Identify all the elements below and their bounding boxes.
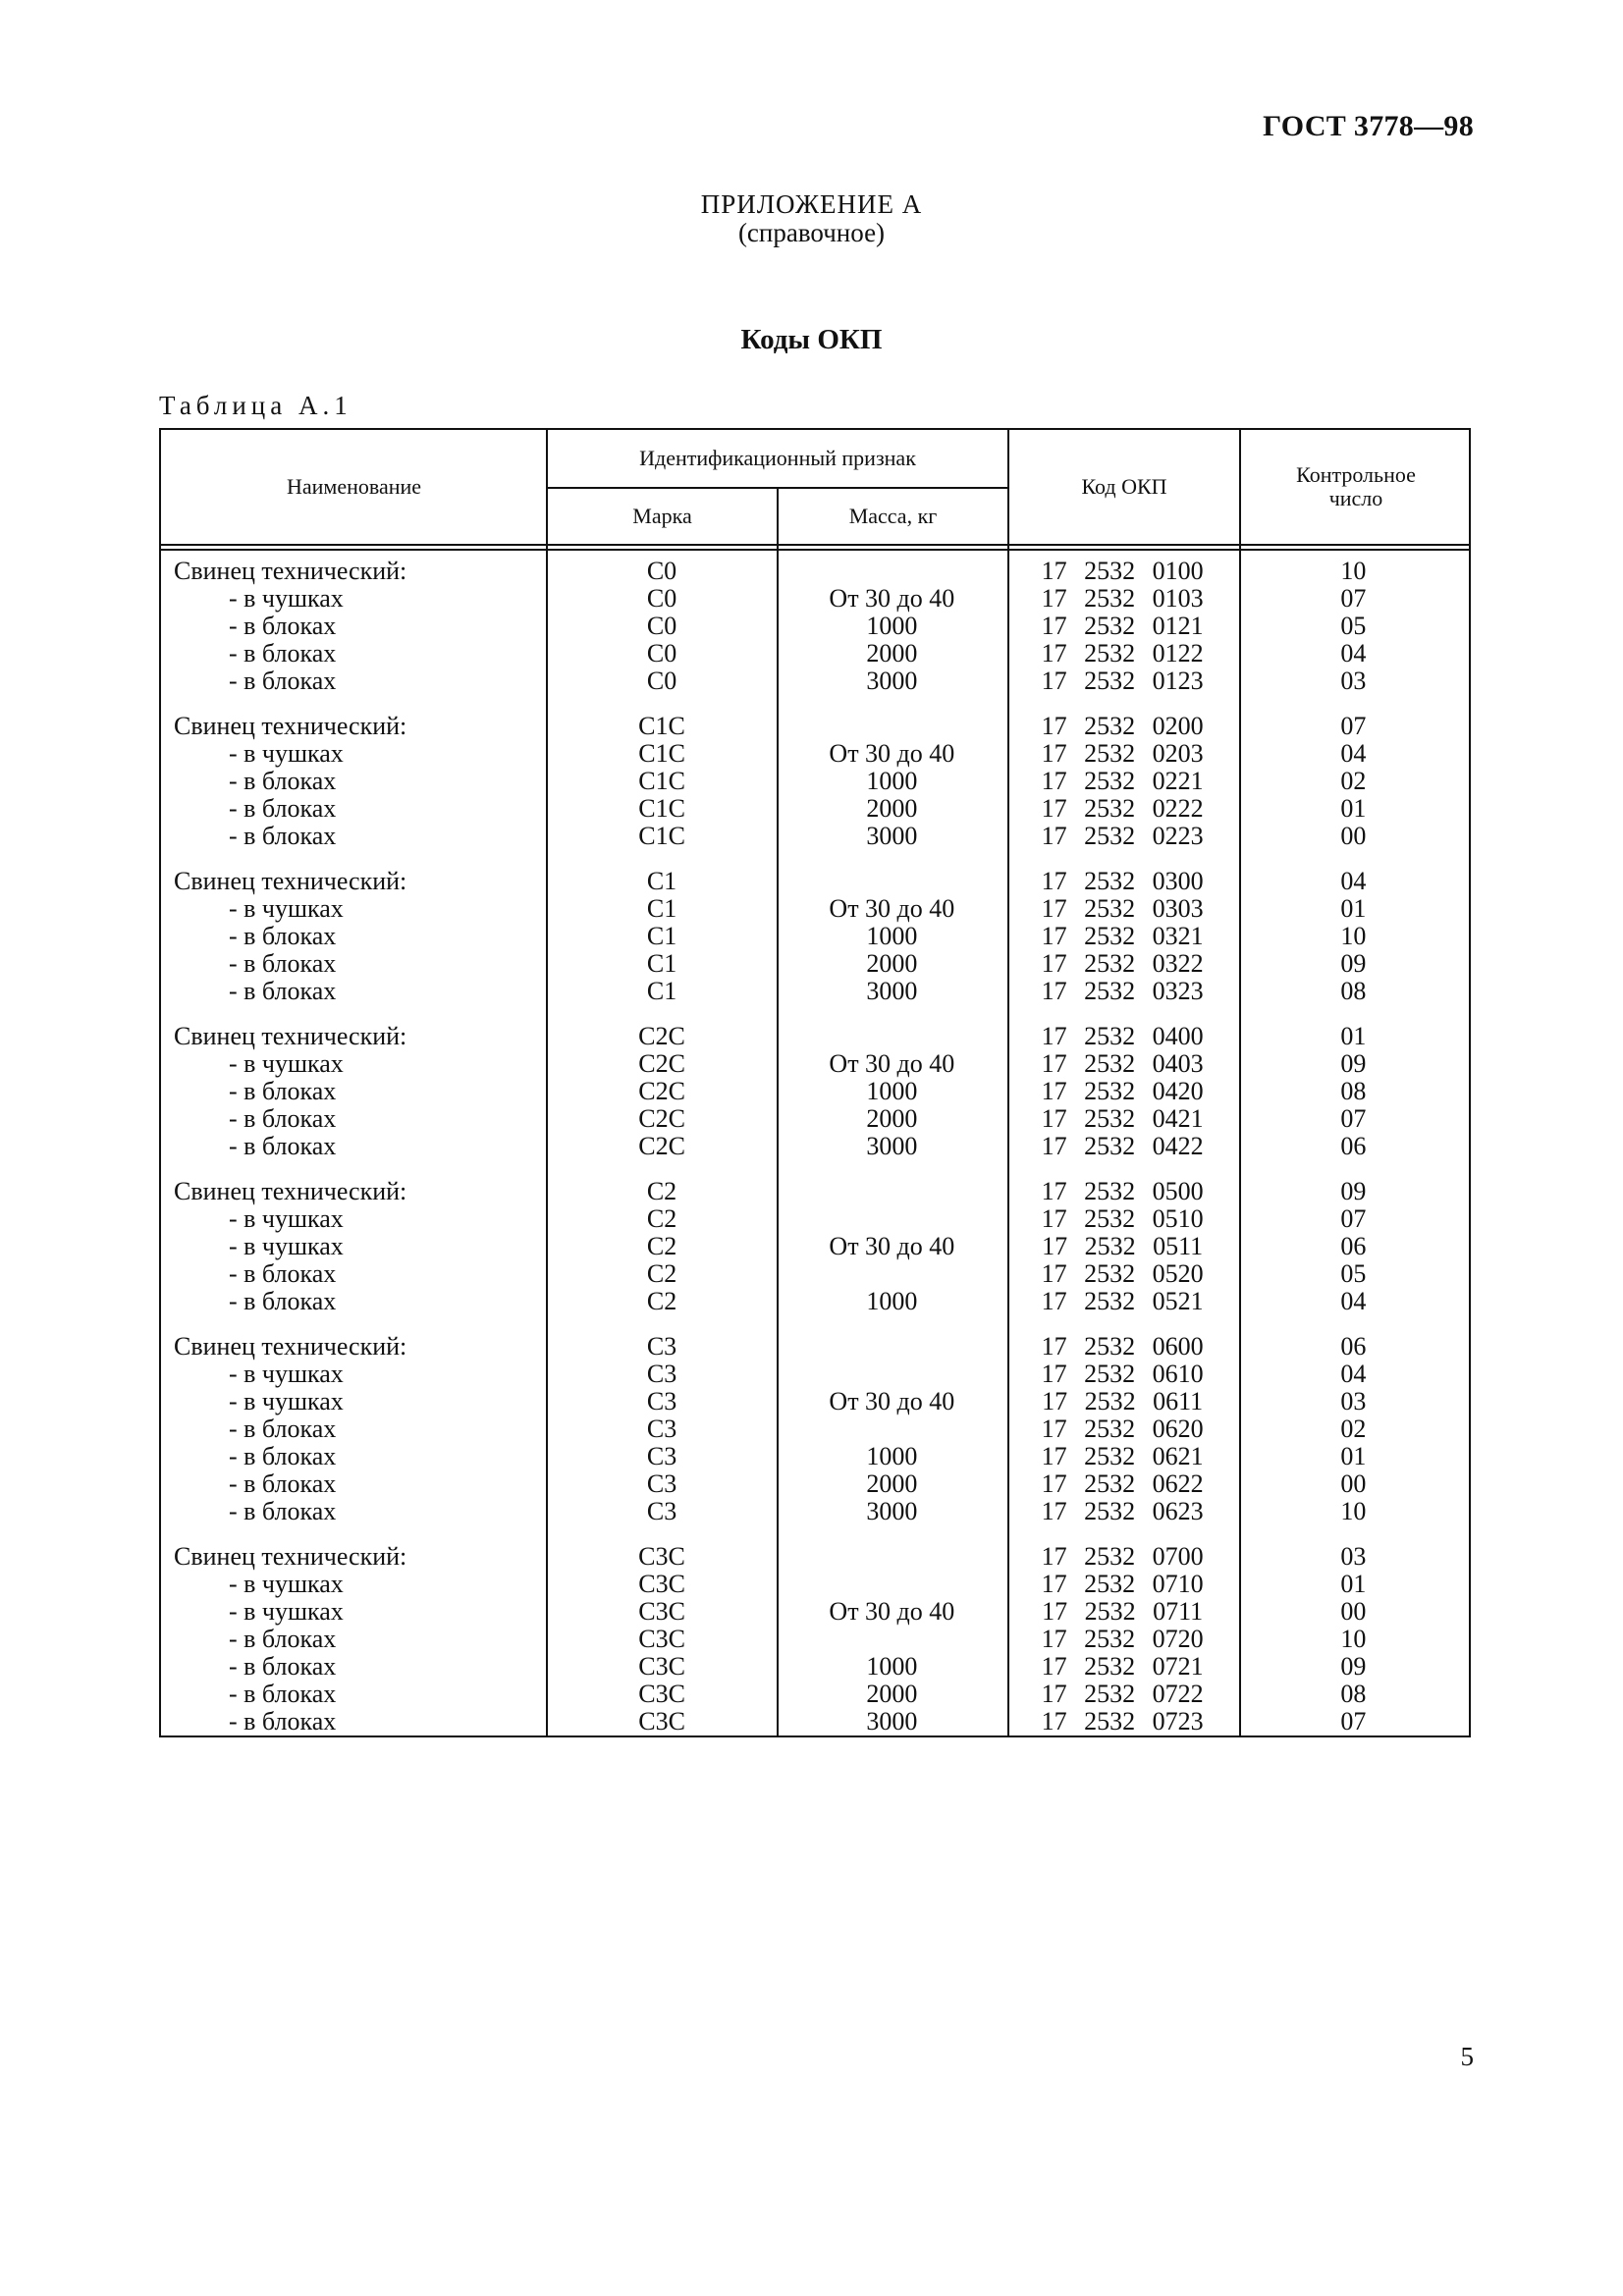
cell-mass: 1000 bbox=[866, 922, 918, 950]
cell-control-number: 06 bbox=[1340, 1132, 1367, 1160]
cell-control-number: 04 bbox=[1340, 1360, 1367, 1388]
table-row bbox=[161, 1708, 1469, 1735]
cell-okp-code: 17 2532 0620 bbox=[1041, 1415, 1204, 1443]
cell-name: Свинец технический: bbox=[174, 1022, 407, 1050]
cell-okp-code: 17 2532 0300 bbox=[1041, 867, 1204, 895]
table-row bbox=[161, 1178, 1469, 1205]
cell-mass bbox=[777, 1626, 1006, 1653]
cell-name: - в чушках bbox=[229, 1597, 344, 1626]
cell-name: - в блоках bbox=[229, 949, 337, 978]
cell-control-number: 01 bbox=[1340, 794, 1367, 823]
cell-mass: 1000 bbox=[866, 767, 918, 795]
cell-control-number: 03 bbox=[1340, 1387, 1367, 1415]
cell-mass bbox=[777, 1571, 1006, 1598]
cell-name: - в блоках bbox=[229, 1652, 337, 1681]
cell-mark: С3 bbox=[646, 1360, 677, 1388]
table-row bbox=[161, 795, 1469, 823]
cell-name: - в чушках bbox=[229, 584, 344, 613]
cell-mark: С2С bbox=[638, 1022, 685, 1050]
okp-codes-table bbox=[159, 428, 1471, 1737]
cell-mass: 3000 bbox=[866, 667, 918, 695]
cell-name: Свинец технический: bbox=[174, 1542, 407, 1571]
cell-name: - в блоках bbox=[229, 667, 337, 695]
table-row bbox=[161, 640, 1469, 667]
table-row bbox=[161, 1105, 1469, 1133]
cell-name: - в чушках bbox=[229, 739, 344, 768]
table-row bbox=[161, 1205, 1469, 1233]
cell-okp-code: 17 2532 0511 bbox=[1042, 1232, 1204, 1260]
cell-mark: С1С bbox=[638, 794, 685, 823]
cell-control-number: 02 bbox=[1340, 767, 1367, 795]
cell-mass: 1000 bbox=[866, 1652, 918, 1681]
cell-okp-code: 17 2532 0323 bbox=[1041, 977, 1204, 1005]
cell-okp-code: 17 2532 0203 bbox=[1041, 739, 1204, 768]
table-row bbox=[161, 1388, 1469, 1415]
cell-mass bbox=[777, 1415, 1006, 1443]
cell-name: - в блоках bbox=[229, 1625, 337, 1653]
cell-mass: 2000 bbox=[866, 794, 918, 823]
cell-control-number: 00 bbox=[1340, 822, 1367, 850]
page-title: Коды ОКП bbox=[740, 324, 883, 355]
cell-control-number: 04 bbox=[1340, 739, 1367, 768]
table-row bbox=[161, 667, 1469, 695]
cell-name: Свинец технический: bbox=[174, 712, 407, 740]
table-row bbox=[161, 1260, 1469, 1288]
cell-mass: 3000 bbox=[866, 1497, 918, 1525]
cell-okp-code: 17 2532 0223 bbox=[1041, 822, 1204, 850]
cell-mass: От 30 до 40 bbox=[829, 739, 955, 768]
cell-name: - в блоках bbox=[229, 922, 337, 950]
cell-okp-code: 17 2532 0711 bbox=[1042, 1597, 1204, 1626]
cell-okp-code: 17 2532 0422 bbox=[1041, 1132, 1204, 1160]
cell-mark: С3 bbox=[646, 1442, 677, 1470]
cell-okp-code: 17 2532 0510 bbox=[1041, 1204, 1204, 1233]
cell-control-number: 01 bbox=[1340, 1570, 1367, 1598]
column-header-name: Наименование bbox=[286, 474, 422, 499]
cell-control-number: 09 bbox=[1340, 1652, 1367, 1681]
cell-mass bbox=[777, 1023, 1006, 1050]
cell-mark: С3 bbox=[646, 1469, 677, 1498]
cell-control-number: 04 bbox=[1340, 1287, 1367, 1315]
table-row bbox=[161, 613, 1469, 640]
cell-okp-code: 17 2532 0420 bbox=[1041, 1077, 1204, 1105]
cell-mark: С3С bbox=[638, 1652, 685, 1681]
table-row bbox=[161, 1233, 1469, 1260]
cell-mark: С3С bbox=[638, 1542, 685, 1571]
cell-control-number: 05 bbox=[1340, 612, 1367, 640]
cell-okp-code: 17 2532 0621 bbox=[1041, 1442, 1204, 1470]
cell-mass bbox=[777, 1333, 1006, 1361]
table-row bbox=[161, 740, 1469, 768]
cell-okp-code: 17 2532 0623 bbox=[1041, 1497, 1204, 1525]
cell-control-number: 06 bbox=[1340, 1332, 1367, 1361]
cell-name: - в чушках bbox=[229, 1360, 344, 1388]
cell-okp-code: 17 2532 0303 bbox=[1041, 894, 1204, 923]
cell-mark: С2 bbox=[646, 1204, 677, 1233]
table-row bbox=[161, 1443, 1469, 1470]
cell-control-number: 01 bbox=[1340, 1442, 1367, 1470]
table-row bbox=[161, 1133, 1469, 1160]
cell-mass: 3000 bbox=[866, 977, 918, 1005]
cell-control-number: 01 bbox=[1340, 894, 1367, 923]
cell-name: - в блоках bbox=[229, 1259, 337, 1288]
cell-name: - в блоках bbox=[229, 1680, 337, 1708]
cell-mass: От 30 до 40 bbox=[829, 1597, 955, 1626]
cell-mark: С3 bbox=[646, 1497, 677, 1525]
table-row bbox=[161, 713, 1469, 740]
cell-mark: С0 bbox=[646, 639, 677, 667]
cell-name: - в чушках bbox=[229, 1232, 344, 1260]
cell-name: - в блоках bbox=[229, 1707, 337, 1735]
cell-control-number: 06 bbox=[1340, 1232, 1367, 1260]
table-row bbox=[161, 1571, 1469, 1598]
header-double-rule bbox=[161, 544, 1469, 551]
cell-mass bbox=[777, 1205, 1006, 1233]
cell-mass bbox=[777, 1260, 1006, 1288]
cell-okp-code: 17 2532 0600 bbox=[1041, 1332, 1204, 1361]
table-row bbox=[161, 585, 1469, 613]
cell-mass: 3000 bbox=[866, 1707, 918, 1735]
table-row bbox=[161, 1415, 1469, 1443]
cell-name: - в чушках bbox=[229, 1204, 344, 1233]
cell-okp-code: 17 2532 0421 bbox=[1041, 1104, 1204, 1133]
cell-mass: 1000 bbox=[866, 1077, 918, 1105]
cell-okp-code: 17 2532 0200 bbox=[1041, 712, 1204, 740]
cell-mass: 3000 bbox=[866, 1132, 918, 1160]
table-row bbox=[161, 1498, 1469, 1525]
cell-mark: С1 bbox=[646, 977, 677, 1005]
cell-mark: С2С bbox=[638, 1132, 685, 1160]
cell-mark: С3 bbox=[646, 1415, 677, 1443]
cell-name: - в блоках bbox=[229, 639, 337, 667]
cell-okp-code: 17 2532 0723 bbox=[1041, 1707, 1204, 1735]
cell-mark: С1 bbox=[646, 922, 677, 950]
cell-mass bbox=[777, 868, 1006, 895]
cell-okp-code: 17 2532 0322 bbox=[1041, 949, 1204, 978]
cell-mark: С1С bbox=[638, 822, 685, 850]
cell-mark: С0 bbox=[646, 667, 677, 695]
cell-okp-code: 17 2532 0521 bbox=[1041, 1287, 1204, 1315]
cell-mass: От 30 до 40 bbox=[829, 1049, 955, 1078]
table-row bbox=[161, 978, 1469, 1005]
cell-name: - в блоках bbox=[229, 1104, 337, 1133]
cell-okp-code: 17 2532 0403 bbox=[1041, 1049, 1204, 1078]
cell-name: - в блоках bbox=[229, 1469, 337, 1498]
cell-name: Свинец технический: bbox=[174, 1332, 407, 1361]
cell-mass: 2000 bbox=[866, 1680, 918, 1708]
cell-mass bbox=[777, 713, 1006, 740]
cell-okp-code: 17 2532 0400 bbox=[1041, 1022, 1204, 1050]
cell-mark: С3С bbox=[638, 1570, 685, 1598]
table-group bbox=[161, 1333, 1469, 1525]
cell-okp-code: 17 2532 0121 bbox=[1041, 612, 1204, 640]
cell-control-number: 07 bbox=[1340, 1707, 1367, 1735]
cell-name: - в блоках bbox=[229, 794, 337, 823]
cell-name: - в блоках bbox=[229, 1287, 337, 1315]
cell-okp-code: 17 2532 0500 bbox=[1041, 1177, 1204, 1205]
cell-control-number: 09 bbox=[1340, 1049, 1367, 1078]
appendix-title: ПРИЛОЖЕНИЕ А bbox=[700, 189, 923, 219]
cell-control-number: 09 bbox=[1340, 949, 1367, 978]
cell-name: - в чушках bbox=[229, 1387, 344, 1415]
cell-mark: С3С bbox=[638, 1680, 685, 1708]
cell-mark: С3 bbox=[646, 1387, 677, 1415]
cell-mark: С0 bbox=[646, 557, 677, 585]
cell-mark: С2 bbox=[646, 1177, 677, 1205]
cell-mass bbox=[777, 1543, 1006, 1571]
cell-control-number: 01 bbox=[1340, 1022, 1367, 1050]
cell-control-number: 03 bbox=[1340, 667, 1367, 695]
cell-control-number: 08 bbox=[1340, 1077, 1367, 1105]
cell-mark: С2 bbox=[646, 1259, 677, 1288]
cell-okp-code: 17 2532 0721 bbox=[1041, 1652, 1204, 1681]
table-group bbox=[161, 1178, 1469, 1315]
column-header-ident: Идентификационный признак bbox=[639, 446, 916, 470]
cell-okp-code: 17 2532 0722 bbox=[1041, 1680, 1204, 1708]
appendix-type: (справочное) bbox=[737, 218, 886, 247]
cell-name: - в блоках bbox=[229, 1415, 337, 1443]
cell-okp-code: 17 2532 0321 bbox=[1041, 922, 1204, 950]
cell-control-number: 07 bbox=[1340, 712, 1367, 740]
cell-mass: 1000 bbox=[866, 1442, 918, 1470]
cell-control-number: 08 bbox=[1340, 1680, 1367, 1708]
cell-okp-code: 17 2532 0720 bbox=[1041, 1625, 1204, 1653]
table-body bbox=[161, 552, 1469, 1753]
table-row bbox=[161, 1470, 1469, 1498]
table-group bbox=[161, 713, 1469, 850]
cell-mass: От 30 до 40 bbox=[829, 1387, 955, 1415]
cell-name: - в блоках bbox=[229, 1442, 337, 1470]
column-header-mass: Масса, кг bbox=[848, 504, 938, 528]
cell-okp-code: 17 2532 0610 bbox=[1041, 1360, 1204, 1388]
cell-control-number: 10 bbox=[1340, 557, 1367, 585]
cell-mark: С2С bbox=[638, 1077, 685, 1105]
cell-control-number: 03 bbox=[1340, 1542, 1367, 1571]
table-group bbox=[161, 1543, 1469, 1735]
table-row bbox=[161, 1681, 1469, 1708]
cell-mass bbox=[777, 558, 1006, 585]
table-row bbox=[161, 1543, 1469, 1571]
table-group bbox=[161, 868, 1469, 1005]
appendix-heading bbox=[0, 190, 1623, 247]
cell-mark: С3С bbox=[638, 1707, 685, 1735]
table-row bbox=[161, 895, 1469, 923]
table-row bbox=[161, 768, 1469, 795]
cell-mass bbox=[777, 1361, 1006, 1388]
table-row bbox=[161, 1653, 1469, 1681]
standard-code: ГОСТ 3778—98 bbox=[1263, 110, 1474, 142]
cell-okp-code: 17 2532 0622 bbox=[1041, 1469, 1204, 1498]
cell-control-number: 10 bbox=[1340, 1625, 1367, 1653]
cell-mass: 3000 bbox=[866, 822, 918, 850]
table-row bbox=[161, 950, 1469, 978]
table-row bbox=[161, 1626, 1469, 1653]
cell-mark: С1 bbox=[646, 949, 677, 978]
cell-name: - в блоках bbox=[229, 822, 337, 850]
cell-okp-code: 17 2532 0103 bbox=[1041, 584, 1204, 613]
cell-mass: 2000 bbox=[866, 1104, 918, 1133]
cell-control-number: 07 bbox=[1340, 584, 1367, 613]
cell-mark: С2 bbox=[646, 1287, 677, 1315]
cell-okp-code: 17 2532 0700 bbox=[1041, 1542, 1204, 1571]
cell-control-number: 02 bbox=[1340, 1415, 1367, 1443]
cell-mass: От 30 до 40 bbox=[829, 584, 955, 613]
cell-control-number: 09 bbox=[1340, 1177, 1367, 1205]
table-row bbox=[161, 1078, 1469, 1105]
cell-control-number: 04 bbox=[1340, 639, 1367, 667]
cell-name: - в блоках bbox=[229, 767, 337, 795]
table-row bbox=[161, 1361, 1469, 1388]
column-header-control: Контрольное число bbox=[1296, 462, 1416, 510]
cell-mark: С1С bbox=[638, 739, 685, 768]
column-header-code: Код ОКП bbox=[1081, 474, 1167, 499]
table-caption: Таблица А.1 bbox=[159, 391, 352, 420]
cell-okp-code: 17 2532 0611 bbox=[1042, 1387, 1204, 1415]
cell-okp-code: 17 2532 0122 bbox=[1041, 639, 1204, 667]
cell-control-number: 00 bbox=[1340, 1597, 1367, 1626]
cell-mark: С1С bbox=[638, 712, 685, 740]
cell-control-number: 07 bbox=[1340, 1104, 1367, 1133]
cell-name: - в блоках bbox=[229, 977, 337, 1005]
cell-control-number: 00 bbox=[1340, 1469, 1367, 1498]
cell-okp-code: 17 2532 0100 bbox=[1041, 557, 1204, 585]
cell-okp-code: 17 2532 0222 bbox=[1041, 794, 1204, 823]
cell-name: Свинец технический: bbox=[174, 867, 407, 895]
table-row bbox=[161, 1333, 1469, 1361]
cell-mass: 1000 bbox=[866, 1287, 918, 1315]
cell-mark: С2 bbox=[646, 1232, 677, 1260]
table-row bbox=[161, 1023, 1469, 1050]
cell-name: - в блоках bbox=[229, 612, 337, 640]
cell-mark: С1 bbox=[646, 894, 677, 923]
cell-mark: С2С bbox=[638, 1049, 685, 1078]
cell-control-number: 07 bbox=[1340, 1204, 1367, 1233]
cell-mark: С3 bbox=[646, 1332, 677, 1361]
cell-control-number: 05 bbox=[1340, 1259, 1367, 1288]
page-number: 5 bbox=[1460, 2042, 1474, 2071]
cell-okp-code: 17 2532 0123 bbox=[1041, 667, 1204, 695]
table-group bbox=[161, 1023, 1469, 1160]
cell-mark: С2С bbox=[638, 1104, 685, 1133]
cell-mass: 2000 bbox=[866, 639, 918, 667]
cell-mass: 1000 bbox=[866, 612, 918, 640]
table-row bbox=[161, 1598, 1469, 1626]
cell-name: - в блоках bbox=[229, 1077, 337, 1105]
cell-okp-code: 17 2532 0710 bbox=[1041, 1570, 1204, 1598]
cell-name: - в блоках bbox=[229, 1132, 337, 1160]
cell-mark: С0 bbox=[646, 584, 677, 613]
cell-mass: От 30 до 40 bbox=[829, 894, 955, 923]
cell-name: - в чушках bbox=[229, 1570, 344, 1598]
cell-mass: 2000 bbox=[866, 1469, 918, 1498]
cell-control-number: 08 bbox=[1340, 977, 1367, 1005]
table-row bbox=[161, 558, 1469, 585]
cell-mark: С0 bbox=[646, 612, 677, 640]
cell-mark: С3С bbox=[638, 1625, 685, 1653]
table-row bbox=[161, 868, 1469, 895]
cell-mark: С1С bbox=[638, 767, 685, 795]
cell-control-number: 04 bbox=[1340, 867, 1367, 895]
cell-mass bbox=[777, 1178, 1006, 1205]
cell-mark: С1 bbox=[646, 867, 677, 895]
cell-mark: С3С bbox=[638, 1597, 685, 1626]
cell-okp-code: 17 2532 0520 bbox=[1041, 1259, 1204, 1288]
table-row bbox=[161, 1288, 1469, 1315]
cell-mass: 2000 bbox=[866, 949, 918, 978]
cell-mass: От 30 до 40 bbox=[829, 1232, 955, 1260]
column-header-mark: Марка bbox=[632, 504, 692, 528]
cell-control-number: 10 bbox=[1340, 922, 1367, 950]
cell-okp-code: 17 2532 0221 bbox=[1041, 767, 1204, 795]
cell-control-number: 10 bbox=[1340, 1497, 1367, 1525]
table-group bbox=[161, 558, 1469, 695]
cell-name: - в чушках bbox=[229, 1049, 344, 1078]
table-row bbox=[161, 1050, 1469, 1078]
cell-name: - в блоках bbox=[229, 1497, 337, 1525]
table-row bbox=[161, 823, 1469, 850]
cell-name: Свинец технический: bbox=[174, 557, 407, 585]
cell-name: - в чушках bbox=[229, 894, 344, 923]
cell-name: Свинец технический: bbox=[174, 1177, 407, 1205]
table-row bbox=[161, 923, 1469, 950]
